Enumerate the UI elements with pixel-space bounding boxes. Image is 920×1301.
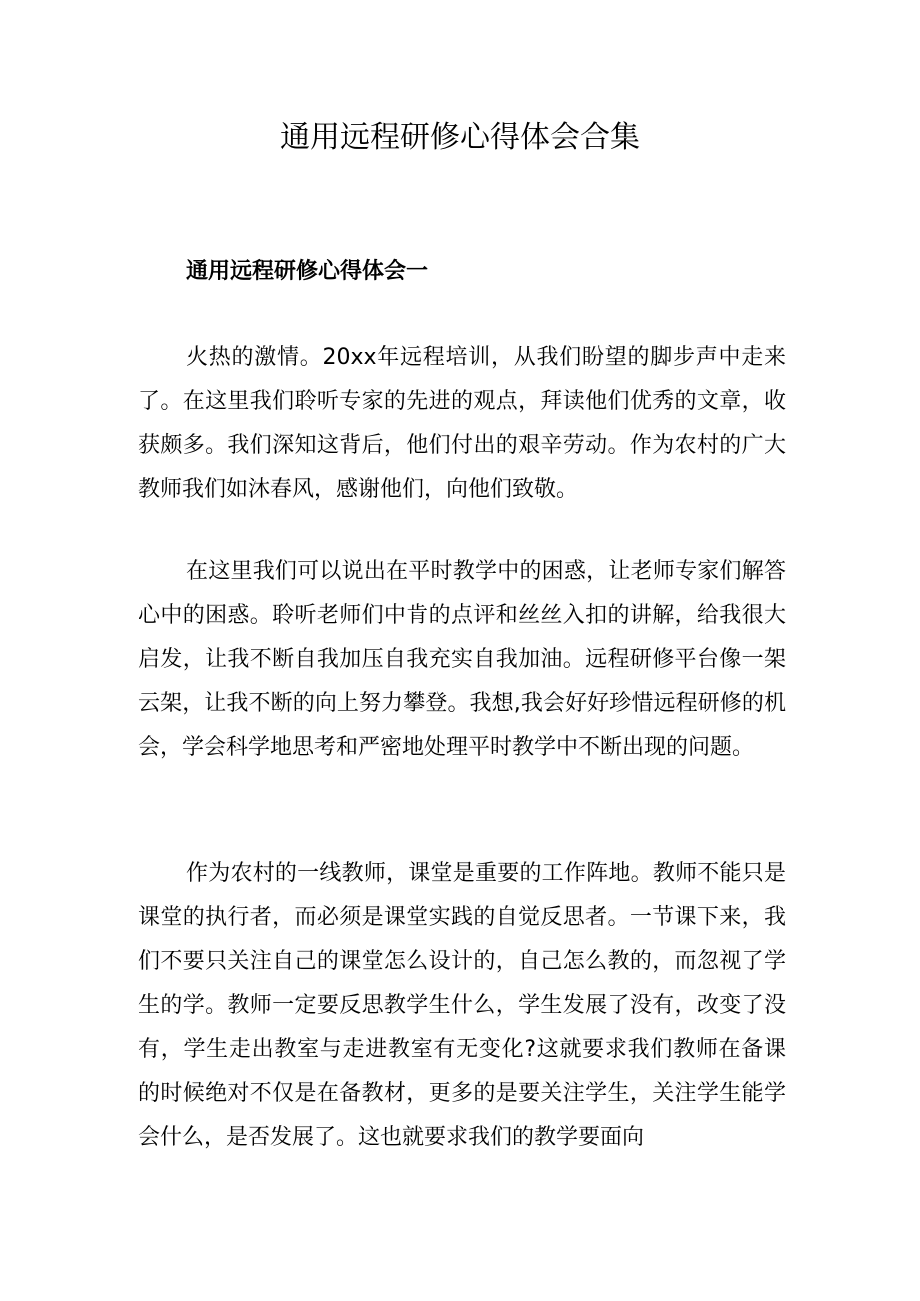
document-title: 通用远程研修心得体会合集 bbox=[280, 120, 640, 155]
section-heading: 通用远程研修心得体会一 bbox=[186, 259, 429, 284]
body-paragraph-3: 作为农村的一线教师，课堂是重要的工作阵地。教师不能只是课堂的执行者，而必须是课堂实践的自觉反思者。一节课下来，我们不要只关注自己的课堂怎么设计的，自己怎么教的，而忽视了学生的学。教师一定要反思教学生什么，学生发展了没有，改变了没有，学生走出教室与走进教室有无变化?这就要求我们教师在备课的时候绝对不仅是在备教材，更多的是要关注学生，关注学生能学会什么，是否发展了。这也就要求我们的教学要面向 bbox=[138, 861, 786, 1150]
body-paragraph-2: 在这里我们可以说出在平时教学中的困惑，让老师专家们解答心中的困惑。聆听老师们中肯的点评和丝丝入扣的讲解，给我很大启发，让我不断自我加压自我充实自我加油。远程研修平台像一架云架，让我不断的向上努力攀登。我想,我会好好珍惜远程研修的机会，学会科学地思考和严密地处理平时教学中不断出现的问题。 bbox=[138, 559, 786, 760]
body-paragraph-1: 火热的激情。20xx年远程培训，从我们盼望的脚步声中走来了。在这里我们聆听专家的先进的观点，拜读他们优秀的文章，收获颇多。我们深知这背后，他们付出的艰辛劳动。作为农村的广大教师我们如沐春风，感谢他们，向他们致敬。 bbox=[138, 345, 786, 502]
